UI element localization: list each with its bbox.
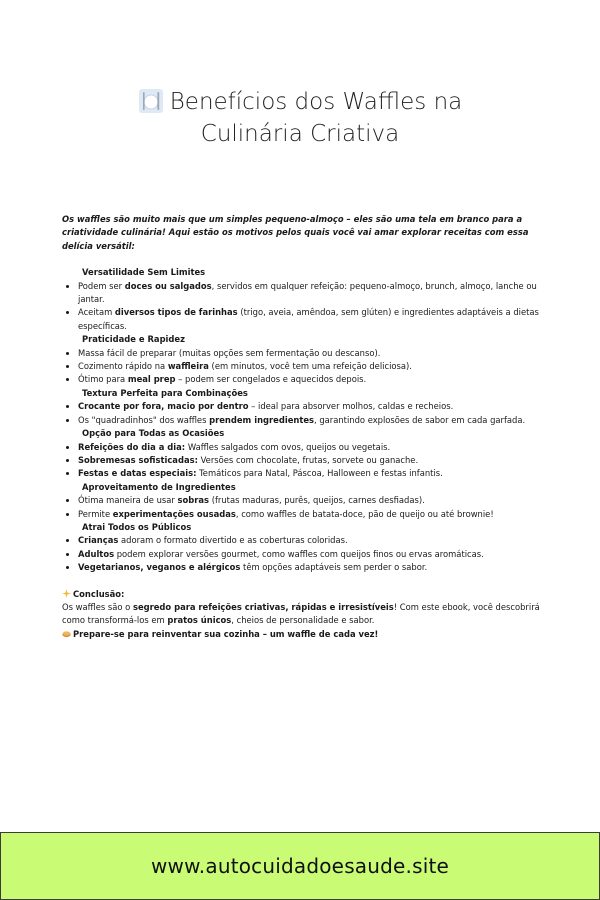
pie-icon — [62, 629, 71, 638]
list-item: • Podem ser doces ou salgados, servidos em qualquer refeição: pequeno-almoço, brunch, almoço, lanche ou jantar. — [78, 280, 542, 307]
section-list — [62, 280, 542, 334]
conclusion-heading: Conclusão: — [62, 588, 542, 601]
list-item: • Cozimento rápido na waffleira (em minutos, você tem uma refeição deliciosa). — [78, 360, 542, 373]
article-body — [62, 213, 542, 641]
list-item: • Massa fácil de preparar (muitas opções sem fermentação ou descanso). — [78, 347, 542, 360]
section-list — [62, 494, 542, 521]
benefits-sections — [62, 266, 542, 574]
footer-banner — [0, 832, 600, 900]
title-line-2: Culinária Criativa — [200, 121, 400, 147]
section-title: Textura Perfeita para Combinações — [82, 387, 248, 398]
list-item: • Sobremesas sofisticadas: Versões com chocolate, frutas, sorvete ou ganache. — [78, 454, 542, 467]
list-item: • Os "quadradinhos" dos waffles prendem ingredientes, garantindo explosões de sabor em cada garfada. — [78, 414, 542, 427]
list-item: • Crocante por fora, macio por dentro – ideal para absorver molhos, caldas e recheios. — [78, 400, 542, 413]
page-title — [0, 86, 600, 150]
fork-knife-plate-icon — [138, 88, 164, 114]
section-list — [62, 347, 542, 387]
section-title: Opção para Todas as Ocasiões — [82, 428, 225, 439]
list-item: • Crianças adoram o formato divertido e as coberturas coloridas. — [78, 534, 542, 547]
list-item: • Ótima maneira de usar sobras (frutas maduras, purês, queijos, carnes desfiadas). — [78, 494, 542, 507]
list-item: • Permite experimentações ousadas, como waffles de batata-doce, pão de queijo ou até brownie! — [78, 508, 542, 521]
section-list — [62, 534, 542, 574]
section-list — [62, 400, 542, 427]
list-item: • Refeições do dia a dia: Waffles salgados com ovos, queijos ou vegetais. — [78, 441, 542, 454]
list-item: • Aceitam diversos tipos de farinhas (trigo, aveia, amêndoa, sem glúten) e ingredientes adaptáveis a dietas específicas. — [78, 306, 542, 333]
footer-url[interactable]: www.autocuidadoesaude.site — [150, 854, 450, 878]
list-item: • Festas e datas especiais: Temáticos para Natal, Páscoa, Halloween e festas infantis. — [78, 467, 542, 480]
conclusion-block — [62, 588, 542, 642]
list-item: • Vegetarianos, veganos e alérgicos têm opções adaptáveis sem perder o sabor. — [78, 561, 542, 574]
section-title: Versatilidade Sem Limites — [82, 267, 206, 278]
intro-paragraph: Os waffles são muito mais que um simples pequeno-almoço – eles são uma tela em branco para a criatividade culinária! Aqui estão os motivos pelos quais você vai amar explorar receitas com essa delícia versátil: — [62, 214, 529, 251]
list-item: • Adultos podem explorar versões gourmet, como waffles com queijos finos ou ervas aromáticas. — [78, 548, 542, 561]
section-title: Praticidade e Rapidez — [82, 334, 185, 345]
section-title: Aproveitamento de Ingredientes — [82, 481, 236, 492]
section-title: Atrai Todos os Públicos — [82, 521, 192, 532]
list-item: • Ótimo para meal prep – podem ser congelados e aquecidos depois. — [78, 373, 542, 386]
section-list — [62, 441, 542, 481]
title-line-1: Benefícios dos Waffles na — [169, 89, 463, 115]
conclusion-text: Os waffles são o segredo para refeições criativas, rápidas e irresistíveis! Com este ebook, você descobrirá como transformá-los em pratos únicos, cheios de personalidade e sabor. — [62, 601, 540, 626]
sparkles-icon — [62, 589, 71, 598]
conclusion-final: Prepare-se para reinventar sua cozinha – um waffle de cada vez! — [62, 628, 542, 641]
